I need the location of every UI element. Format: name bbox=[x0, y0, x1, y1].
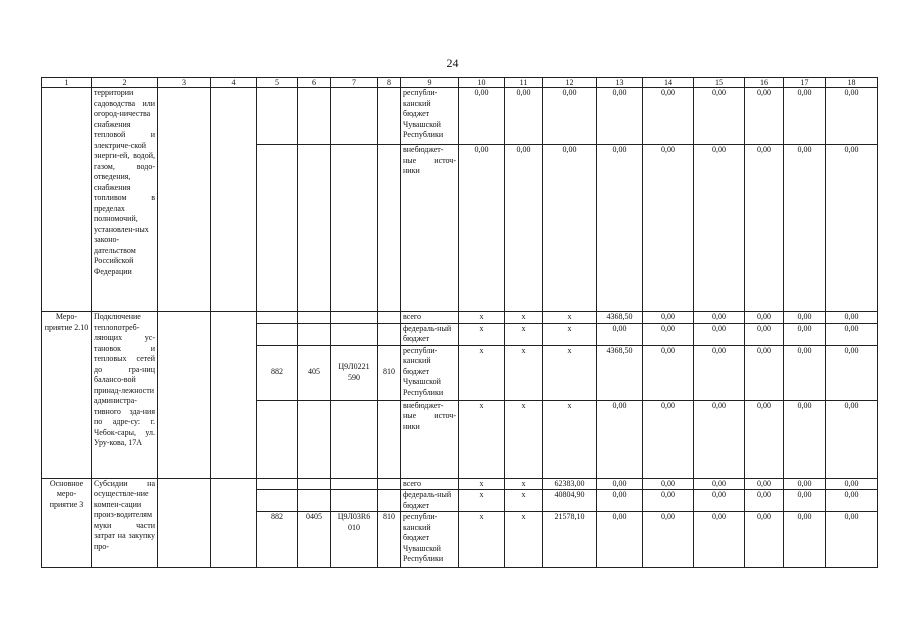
value-cell: x bbox=[459, 323, 505, 345]
column-header-10: 10 bbox=[459, 78, 505, 88]
value-cell: 0,00 bbox=[597, 490, 643, 512]
funding-source: всего bbox=[401, 478, 459, 490]
value-cell: 62383,00 bbox=[543, 478, 597, 490]
value-cell: 0,00 bbox=[643, 512, 694, 568]
funding-source: внебюджет-ные источ-ники bbox=[401, 145, 459, 312]
grbs-cell bbox=[257, 312, 298, 324]
vr-cell bbox=[378, 400, 401, 478]
value-cell: 0,00 bbox=[784, 478, 826, 490]
value-cell: x bbox=[505, 312, 543, 324]
column-header-7: 7 bbox=[331, 78, 378, 88]
value-cell: 0,00 bbox=[459, 88, 505, 145]
grbs-cell bbox=[257, 145, 298, 312]
empty-cell bbox=[158, 88, 211, 312]
event-name: Меро-приятие 2.10 bbox=[42, 312, 92, 479]
grbs-cell bbox=[257, 400, 298, 478]
value-cell: x bbox=[459, 400, 505, 478]
empty-cell bbox=[158, 312, 211, 479]
value-cell: 0,00 bbox=[784, 400, 826, 478]
value-cell: 0,00 bbox=[784, 145, 826, 312]
value-cell: 0,00 bbox=[597, 400, 643, 478]
grbs-cell: 882 bbox=[257, 512, 298, 568]
value-cell: 0,00 bbox=[745, 323, 784, 345]
vr-cell bbox=[378, 145, 401, 312]
value-cell: x bbox=[459, 312, 505, 324]
value-cell: 0,00 bbox=[643, 478, 694, 490]
value-cell: 0,00 bbox=[694, 323, 745, 345]
value-cell: x bbox=[505, 345, 543, 400]
empty-cell bbox=[158, 478, 211, 568]
grbs-cell bbox=[257, 490, 298, 512]
table-row bbox=[42, 478, 878, 490]
value-cell: 0,00 bbox=[826, 145, 878, 312]
rzpr-cell bbox=[298, 145, 331, 312]
value-cell: 0,00 bbox=[505, 145, 543, 312]
value-cell: 0,00 bbox=[694, 145, 745, 312]
budget-table bbox=[41, 77, 878, 568]
csr-cell bbox=[331, 478, 378, 490]
column-header-1: 1 bbox=[42, 78, 92, 88]
csr-cell bbox=[331, 312, 378, 324]
vr-cell: 810 bbox=[378, 345, 401, 400]
table-row bbox=[42, 88, 878, 145]
empty-cell bbox=[211, 478, 257, 568]
csr-cell bbox=[331, 490, 378, 512]
empty-cell bbox=[211, 88, 257, 312]
value-cell: 0,00 bbox=[694, 512, 745, 568]
value-cell: 0,00 bbox=[745, 490, 784, 512]
rzpr-cell bbox=[298, 490, 331, 512]
value-cell: 0,00 bbox=[784, 345, 826, 400]
column-header-5: 5 bbox=[257, 78, 298, 88]
vr-cell bbox=[378, 323, 401, 345]
value-cell: 0,00 bbox=[784, 312, 826, 324]
value-cell: 0,00 bbox=[826, 345, 878, 400]
value-cell: 0,00 bbox=[745, 400, 784, 478]
value-cell: 0,00 bbox=[643, 400, 694, 478]
funding-source: федераль-ный бюджет bbox=[401, 323, 459, 345]
grbs-cell: 882 bbox=[257, 345, 298, 400]
rzpr-cell bbox=[298, 312, 331, 324]
value-cell: 0,00 bbox=[745, 88, 784, 145]
value-cell: x bbox=[543, 345, 597, 400]
value-cell: 0,00 bbox=[597, 512, 643, 568]
column-header-6: 6 bbox=[298, 78, 331, 88]
value-cell: x bbox=[505, 400, 543, 478]
value-cell: 0,00 bbox=[694, 345, 745, 400]
empty-cell bbox=[211, 312, 257, 479]
value-cell: 0,00 bbox=[784, 88, 826, 145]
column-header-15: 15 bbox=[694, 78, 745, 88]
funding-source: республи-канский бюджет Чувашской Республики bbox=[401, 512, 459, 568]
value-cell: 0,00 bbox=[543, 145, 597, 312]
value-cell: x bbox=[459, 490, 505, 512]
value-cell: 0,00 bbox=[784, 512, 826, 568]
column-header-12: 12 bbox=[543, 78, 597, 88]
column-header-3: 3 bbox=[158, 78, 211, 88]
funding-source: республи-канский бюджет Чувашской Республики bbox=[401, 345, 459, 400]
column-header-16: 16 bbox=[745, 78, 784, 88]
value-cell: x bbox=[459, 345, 505, 400]
vr-cell bbox=[378, 88, 401, 145]
column-header-18: 18 bbox=[826, 78, 878, 88]
value-cell: 0,00 bbox=[643, 312, 694, 324]
funding-source: федераль-ный бюджет bbox=[401, 490, 459, 512]
value-cell: 0,00 bbox=[745, 478, 784, 490]
value-cell: x bbox=[543, 323, 597, 345]
event-description: Подключение теплопотреб-ляющих ус-тановок и тепловых сетей до гра-ниц балансо-вой принад-лежности администра-тивного зда-ния по адре-су: г. Чебок-сары, ул. Уру-кова, 17А bbox=[92, 312, 158, 479]
vr-cell bbox=[378, 312, 401, 324]
value-cell: 0,00 bbox=[505, 88, 543, 145]
vr-cell bbox=[378, 490, 401, 512]
value-cell: 0,00 bbox=[643, 323, 694, 345]
value-cell: 40804,90 bbox=[543, 490, 597, 512]
funding-source: республи-канский бюджет Чувашской Республики bbox=[401, 88, 459, 145]
value-cell: 0,00 bbox=[745, 512, 784, 568]
value-cell: 0,00 bbox=[459, 145, 505, 312]
value-cell: 0,00 bbox=[643, 345, 694, 400]
value-cell: 0,00 bbox=[543, 88, 597, 145]
event-description: территории садоводства или огород-ничества снабжения тепловой и электриче-ской энерги-ей, водой, газом, водо-отведения, снабжения топливом в пределах полномочий, установлен-ных законо-дательством Российской Федерации bbox=[92, 88, 158, 312]
value-cell: 0,00 bbox=[694, 312, 745, 324]
value-cell: x bbox=[505, 490, 543, 512]
value-cell: 0,00 bbox=[826, 490, 878, 512]
value-cell: 0,00 bbox=[643, 88, 694, 145]
csr-cell bbox=[331, 145, 378, 312]
value-cell: 0,00 bbox=[826, 512, 878, 568]
value-cell: 0,00 bbox=[745, 145, 784, 312]
value-cell: x bbox=[505, 323, 543, 345]
column-header-8: 8 bbox=[378, 78, 401, 88]
value-cell: 0,00 bbox=[597, 145, 643, 312]
column-header-4: 4 bbox=[211, 78, 257, 88]
value-cell: x bbox=[505, 512, 543, 568]
value-cell: 0,00 bbox=[784, 323, 826, 345]
csr-cell: Ц9Л0221 590 bbox=[331, 345, 378, 400]
csr-cell bbox=[331, 323, 378, 345]
rzpr-cell: 405 bbox=[298, 345, 331, 400]
rzpr-cell: 0405 bbox=[298, 512, 331, 568]
value-cell: 0,00 bbox=[826, 312, 878, 324]
column-header-14: 14 bbox=[643, 78, 694, 88]
value-cell: 0,00 bbox=[826, 323, 878, 345]
grbs-cell bbox=[257, 323, 298, 345]
value-cell: 0,00 bbox=[745, 312, 784, 324]
value-cell: x bbox=[505, 478, 543, 490]
funding-source: внебюджет-ные источ-ники bbox=[401, 400, 459, 478]
column-header-9: 9 bbox=[401, 78, 459, 88]
value-cell: 0,00 bbox=[826, 88, 878, 145]
event-description: Субсидии на осуществле-ние компен-сации произ-водителям муки части затрат на закупку про- bbox=[92, 478, 158, 568]
value-cell: 4368,50 bbox=[597, 312, 643, 324]
event-name: Основное меро-приятие 3 bbox=[42, 478, 92, 568]
value-cell: 0,00 bbox=[694, 478, 745, 490]
value-cell: x bbox=[459, 512, 505, 568]
vr-cell: 810 bbox=[378, 512, 401, 568]
vr-cell bbox=[378, 478, 401, 490]
value-cell: 0,00 bbox=[745, 345, 784, 400]
value-cell: 0,00 bbox=[694, 88, 745, 145]
column-header-11: 11 bbox=[505, 78, 543, 88]
value-cell: 4368,50 bbox=[597, 345, 643, 400]
value-cell: 0,00 bbox=[597, 323, 643, 345]
value-cell: x bbox=[459, 478, 505, 490]
rzpr-cell bbox=[298, 323, 331, 345]
rzpr-cell bbox=[298, 478, 331, 490]
csr-cell bbox=[331, 400, 378, 478]
value-cell: 0,00 bbox=[694, 400, 745, 478]
grbs-cell bbox=[257, 478, 298, 490]
funding-source: всего bbox=[401, 312, 459, 324]
column-header-2: 2 bbox=[92, 78, 158, 88]
value-cell: 0,00 bbox=[784, 490, 826, 512]
value-cell: 0,00 bbox=[694, 490, 745, 512]
value-cell: 0,00 bbox=[597, 88, 643, 145]
column-header-17: 17 bbox=[784, 78, 826, 88]
value-cell: 0,00 bbox=[643, 145, 694, 312]
value-cell: 0,00 bbox=[643, 490, 694, 512]
value-cell: 21578,10 bbox=[543, 512, 597, 568]
table-row bbox=[42, 312, 878, 324]
grbs-cell bbox=[257, 88, 298, 145]
column-header-13: 13 bbox=[597, 78, 643, 88]
header-row bbox=[42, 78, 878, 88]
csr-cell: Ц9Л03R6 010 bbox=[331, 512, 378, 568]
rzpr-cell bbox=[298, 88, 331, 145]
value-cell: 0,00 bbox=[826, 478, 878, 490]
value-cell: 0,00 bbox=[597, 478, 643, 490]
csr-cell bbox=[331, 88, 378, 145]
value-cell: x bbox=[543, 400, 597, 478]
value-cell: 0,00 bbox=[826, 400, 878, 478]
event-name-cell bbox=[42, 88, 92, 312]
page-number: 24 bbox=[446, 56, 459, 70]
rzpr-cell bbox=[298, 400, 331, 478]
value-cell: x bbox=[543, 312, 597, 324]
